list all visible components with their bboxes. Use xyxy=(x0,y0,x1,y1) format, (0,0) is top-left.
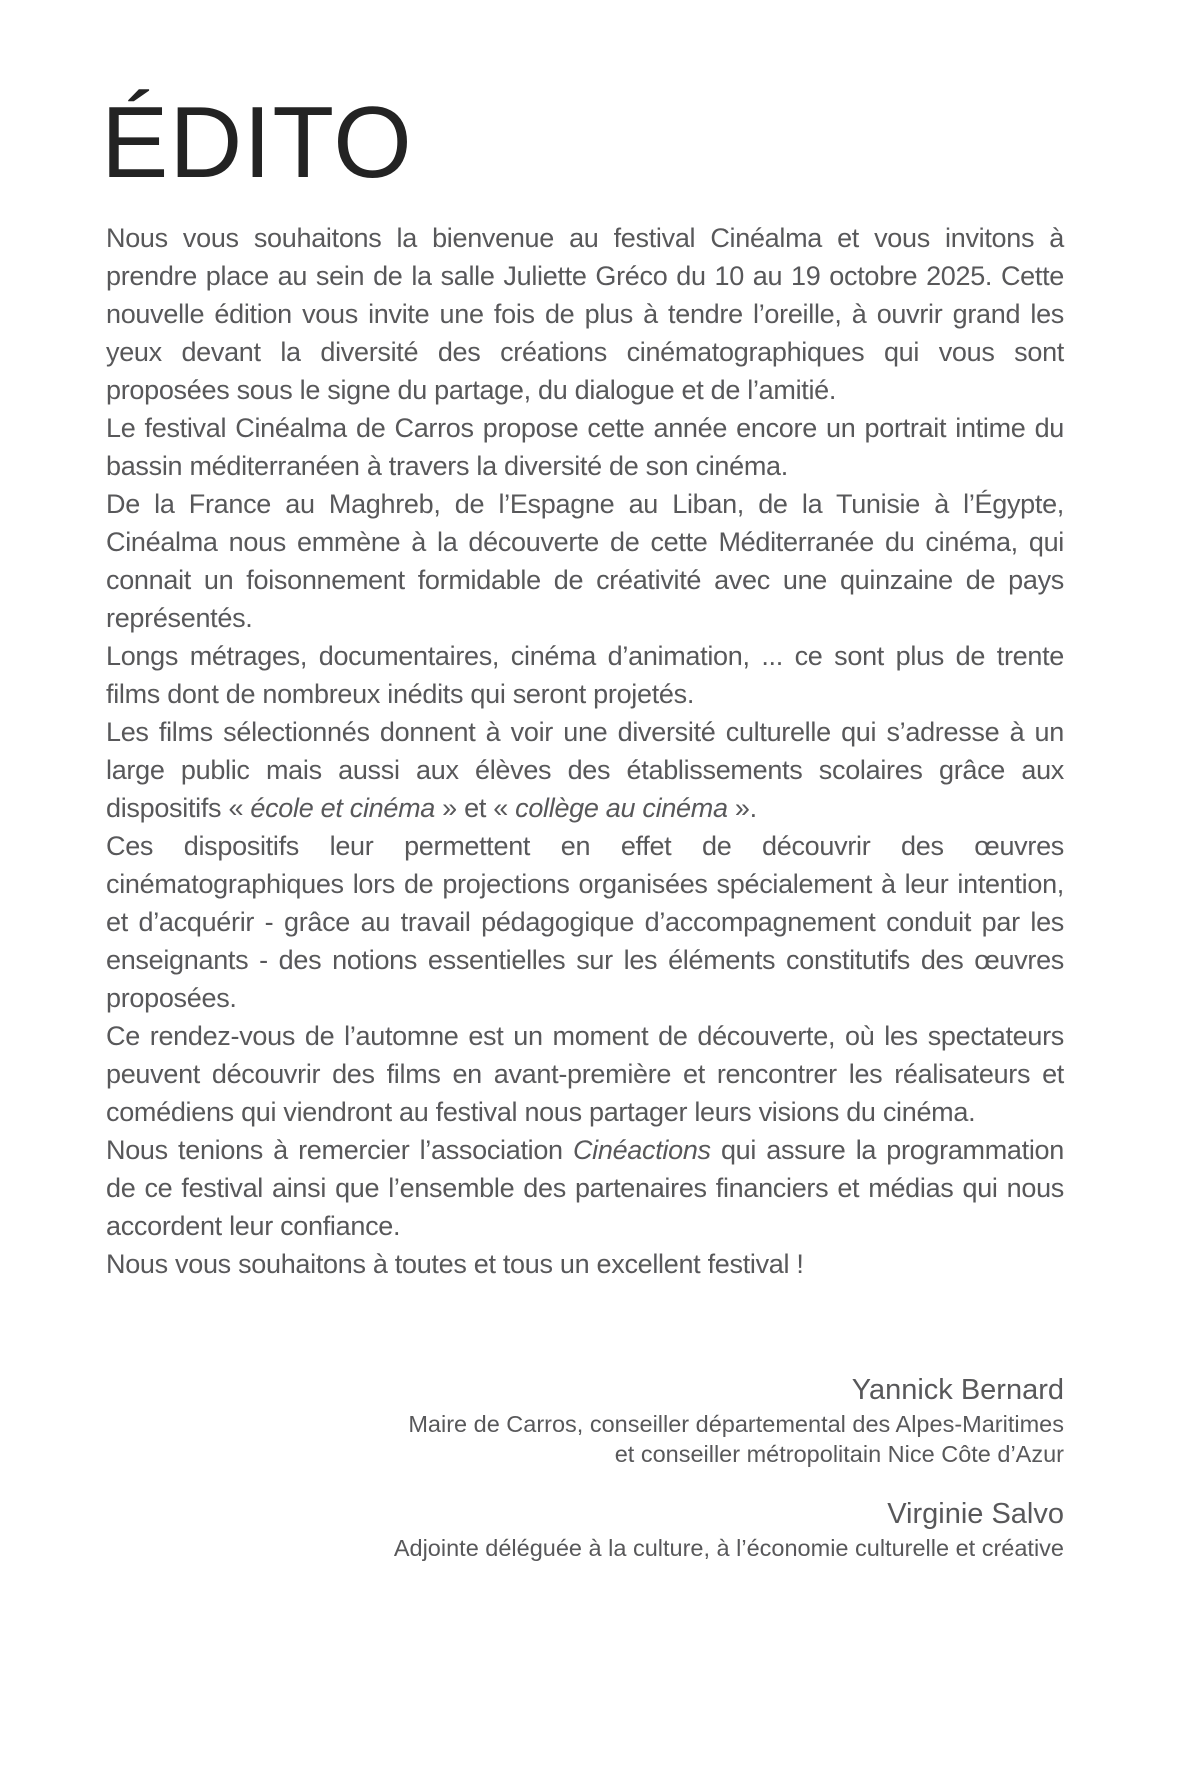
italic-text-segment: collège au cinéma xyxy=(515,793,728,824)
signature xyxy=(106,1371,1064,1469)
italic-text-segment: école et cinéma xyxy=(250,793,435,824)
page-content xyxy=(101,0,1064,1563)
italic-text-segment: Cinéactions xyxy=(572,1135,711,1166)
paragraph xyxy=(106,1017,1064,1131)
text-segment: Les films sélectionnés donnent à voir une diversité culturelle qui s’adresse à un large public mais aussi aux élèves des établissements scolaires grâce aux dispositifs « xyxy=(106,717,1064,824)
paragraph xyxy=(106,409,1064,485)
text-segment: Le festival Cinéalma de Carros propose cette année encore un portrait intime du bassin méditerranéen à travers la diversité de son cinéma. xyxy=(106,413,1064,482)
text-segment: Nous vous souhaitons à toutes et tous un excellent festival ! xyxy=(106,1249,804,1280)
text-segment: Ce rendez-vous de l’automne est un moment de découverte, où les spectateurs peuvent découvrir des films en avant-première et rencontrer les réalisateurs et comédiens qui viendront au festival nous partager leurs visions du cinéma. xyxy=(106,1021,1064,1128)
signature-block xyxy=(106,1371,1064,1563)
paragraph xyxy=(106,827,1064,1017)
text-segment: qui assure la programmation de ce festival ainsi que l’ensemble des partenaires financiers et médias qui nous accordent leur confiance. xyxy=(106,1135,1064,1242)
paragraph xyxy=(106,219,1064,409)
signature xyxy=(106,1495,1064,1563)
signatory-role: Adjointe déléguée à la culture, à l’économie culturelle et créative xyxy=(393,1535,1064,1562)
paragraph xyxy=(106,1131,1064,1245)
paragraph xyxy=(106,713,1064,827)
paragraph xyxy=(106,637,1064,713)
signatory-name: Virginie Salvo xyxy=(887,1498,1064,1531)
signatory-role: et conseiller métropolitain Nice Côte d’Azur xyxy=(614,1441,1064,1468)
text-segment: » et « xyxy=(434,793,516,824)
text-segment: De la France au Maghreb, de l’Espagne au Liban, de la Tunisie à l’Égypte, Cinéalma nous emmène à la découverte de cette Méditerranée du cinéma, qui connait un foisonnement formidable de créativité avec une quinzaine de pays représentés. xyxy=(106,489,1064,634)
text-segment: ». xyxy=(727,793,757,824)
text-segment: Nous vous souhaitons la bienvenue au festival Cinéalma et vous invitons à prendre place au sein de la salle Juliette Gréco du 10 au 19 octobre 2025. Cette nouvelle édition vous invite une fois de plus à tendre l’oreille, à ouvrir grand les yeux devant la diversité des créations cinématographiques qui vous sont proposées sous le signe du partage, du dialogue et de l’amitié. xyxy=(106,223,1064,406)
paragraph xyxy=(106,1245,1064,1283)
text-segment: Ces dispositifs leur permettent en effet de découvrir des œuvres cinématographiques lors de projections organisées spécialement à leur intention, et d’acquérir - grâce au travail pédagogique d’accompagnement conduit par les enseignants - des notions essentielles sur les éléments constitutifs des œuvres proposées. xyxy=(106,831,1064,1014)
text-segment: Longs métrages, documentaires, cinéma d’animation, ... ce sont plus de trente films dont de nombreux inédits qui seront projetés. xyxy=(106,641,1064,710)
paragraph xyxy=(106,485,1064,637)
text-segment: Nous tenions à remercier l’association xyxy=(106,1135,573,1166)
signatory-name: Yannick Bernard xyxy=(851,1374,1064,1407)
article-body xyxy=(106,219,1064,1283)
signatory-role: Maire de Carros, conseiller départemental des Alpes-Maritimes xyxy=(408,1411,1064,1438)
page-title: ÉDITO xyxy=(101,87,413,199)
